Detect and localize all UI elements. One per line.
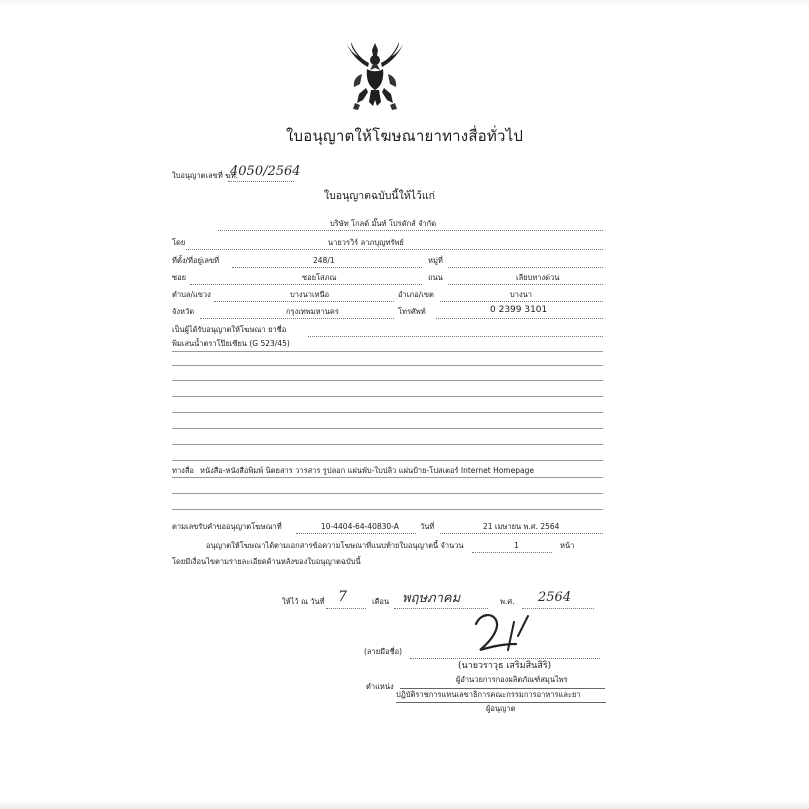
media-line-1 <box>172 477 603 478</box>
pages-line: อนุญาตให้โฆษณาได้ตามเอกสารข้อความโฆษณาที่แนบท้ายใบอนุญาตนี้ จำนวน <box>206 541 464 550</box>
position-label: ตำแหน่ง <box>366 682 394 691</box>
soi-value: ซอยโสภณ <box>302 273 337 282</box>
request-date-line <box>440 533 603 534</box>
address-number: 248/1 <box>313 256 335 265</box>
amphoe-line <box>440 301 603 302</box>
pages-value: 1 <box>514 541 519 550</box>
given-day-handwritten: 7 <box>338 589 347 605</box>
month-label: เดือน <box>372 597 390 606</box>
licensee-line: เป็นผู้ได้รับอนุญาตให้โฆษณา ยาชื่อ <box>172 325 287 334</box>
amphoe-label: อำเภอ/เขต <box>398 290 434 299</box>
pages-value-line <box>472 552 552 553</box>
request-number-line <box>296 533 416 534</box>
drug-line-5 <box>172 412 603 413</box>
tambon-line <box>214 301 394 302</box>
address-number-label: ที่ตั้ง/ที่อยู่เลขที่ <box>172 256 220 265</box>
company-line <box>218 230 603 231</box>
position-line-1: ผู้อำนวยการกองผลิตภัณฑ์สมุนไพร <box>456 675 568 684</box>
pages-unit: หน้า <box>560 541 575 550</box>
year-label: พ.ศ. <box>500 597 515 606</box>
drug-line-4 <box>172 396 603 397</box>
tambon-label: ตำบล/แขวง <box>172 290 211 299</box>
tambon-value: บางนาเหนือ <box>290 290 330 299</box>
media-line-3 <box>172 509 603 510</box>
media-label: ทางสื่อ <box>172 466 194 475</box>
month-line <box>394 608 488 609</box>
request-number: 10-4404-64-40830-A <box>321 522 399 531</box>
phone-value: 0 2399 3101 <box>490 305 548 315</box>
drug-line-1 <box>172 351 603 352</box>
permit-number-label: ใบอนุญาตเลขที่ ฆท. <box>172 171 239 180</box>
province-line <box>200 318 394 319</box>
conditions-text: โดยมีเงื่อนไขตามรายละเอียดด้านหลังของใบอนุญาตฉบับนี้ <box>172 557 361 566</box>
permit-number-handwritten: 4050/2564 <box>230 164 301 179</box>
road-value: เลียบทางด่วน <box>516 273 560 282</box>
drug-line-8 <box>172 460 603 461</box>
media-line-2 <box>172 493 603 494</box>
drug-line-3 <box>172 380 603 381</box>
soi-label: ซอย <box>172 273 186 282</box>
moo-line <box>448 267 603 268</box>
by-name: นายวรวิร์ ลาภบุญทรัพย์ <box>328 238 404 247</box>
month-handwritten: พฤษภาคม <box>402 591 461 606</box>
phone-label: โทรศัพท์ <box>398 307 426 316</box>
by-line <box>186 249 603 250</box>
position-line-2: ปฏิบัติราชการแทนเลขาธิการคณะกรรมการอาหารและยา <box>396 690 581 699</box>
amphoe-value: บางนา <box>510 290 532 299</box>
request-date-value: 21 เมษายน พ.ศ. 2564 <box>483 522 560 531</box>
request-date-label: วันที่ <box>420 522 435 531</box>
drug-line-6 <box>172 428 603 429</box>
sign-line <box>410 658 600 659</box>
request-label: ตามเลขรับคำขออนุญาตโฆษณาที่ <box>172 522 282 531</box>
given-date-label: ให้ไว้ ณ วันที่ <box>282 597 325 606</box>
media-value: หนังสือ-หนังสือพิมพ์ นิตยสาร วารสาร รูปลอก แผ่นพับ-ใบปลิว แผ่นป้าย-โปสเตอร์ Internet Homepage <box>200 466 534 475</box>
soi-line <box>190 284 422 285</box>
province-label: จังหวัด <box>172 307 195 316</box>
sign-label: (ลายมือชื่อ) <box>364 647 403 656</box>
by-label: โดย <box>172 238 186 247</box>
province-value: กรุงเทพมหานคร <box>286 307 339 316</box>
signer-name: (นายวราวุธ เสริมสินสิริ) <box>458 661 552 671</box>
position-underline-2 <box>396 702 606 703</box>
road-label: ถนน <box>428 273 443 282</box>
garuda-emblem-icon <box>344 40 406 112</box>
permit-number-line <box>228 181 294 182</box>
granted-to-heading: ใบอนุญาตฉบับนี้ให้ไว้แก่ <box>324 190 435 202</box>
authority-label: ผู้อนุญาต <box>486 704 516 713</box>
year-handwritten: 2564 <box>538 590 572 605</box>
road-line <box>448 284 603 285</box>
year-line <box>522 608 594 609</box>
licensee-dotted-line <box>308 336 603 337</box>
document-title: ใบอนุญาตให้โฆษณายาทางสื่อทั่วไป <box>286 127 524 145</box>
position-underline-1 <box>400 688 605 689</box>
company-name: บริษัท โกลด์ มั๊นท์ โปรดักส์ จำกัด <box>330 219 437 228</box>
drug-line-2 <box>172 365 603 366</box>
phone-line <box>436 318 603 319</box>
moo-label: หมู่ที่ <box>428 256 443 265</box>
given-day-line <box>326 608 366 609</box>
drug-name: พิมเสนน้ำตราโป๊ยเซียน (G 523/45) <box>172 339 290 348</box>
drug-line-7 <box>172 444 603 445</box>
address-number-line <box>232 267 422 268</box>
handwritten-signature-icon <box>470 610 540 660</box>
